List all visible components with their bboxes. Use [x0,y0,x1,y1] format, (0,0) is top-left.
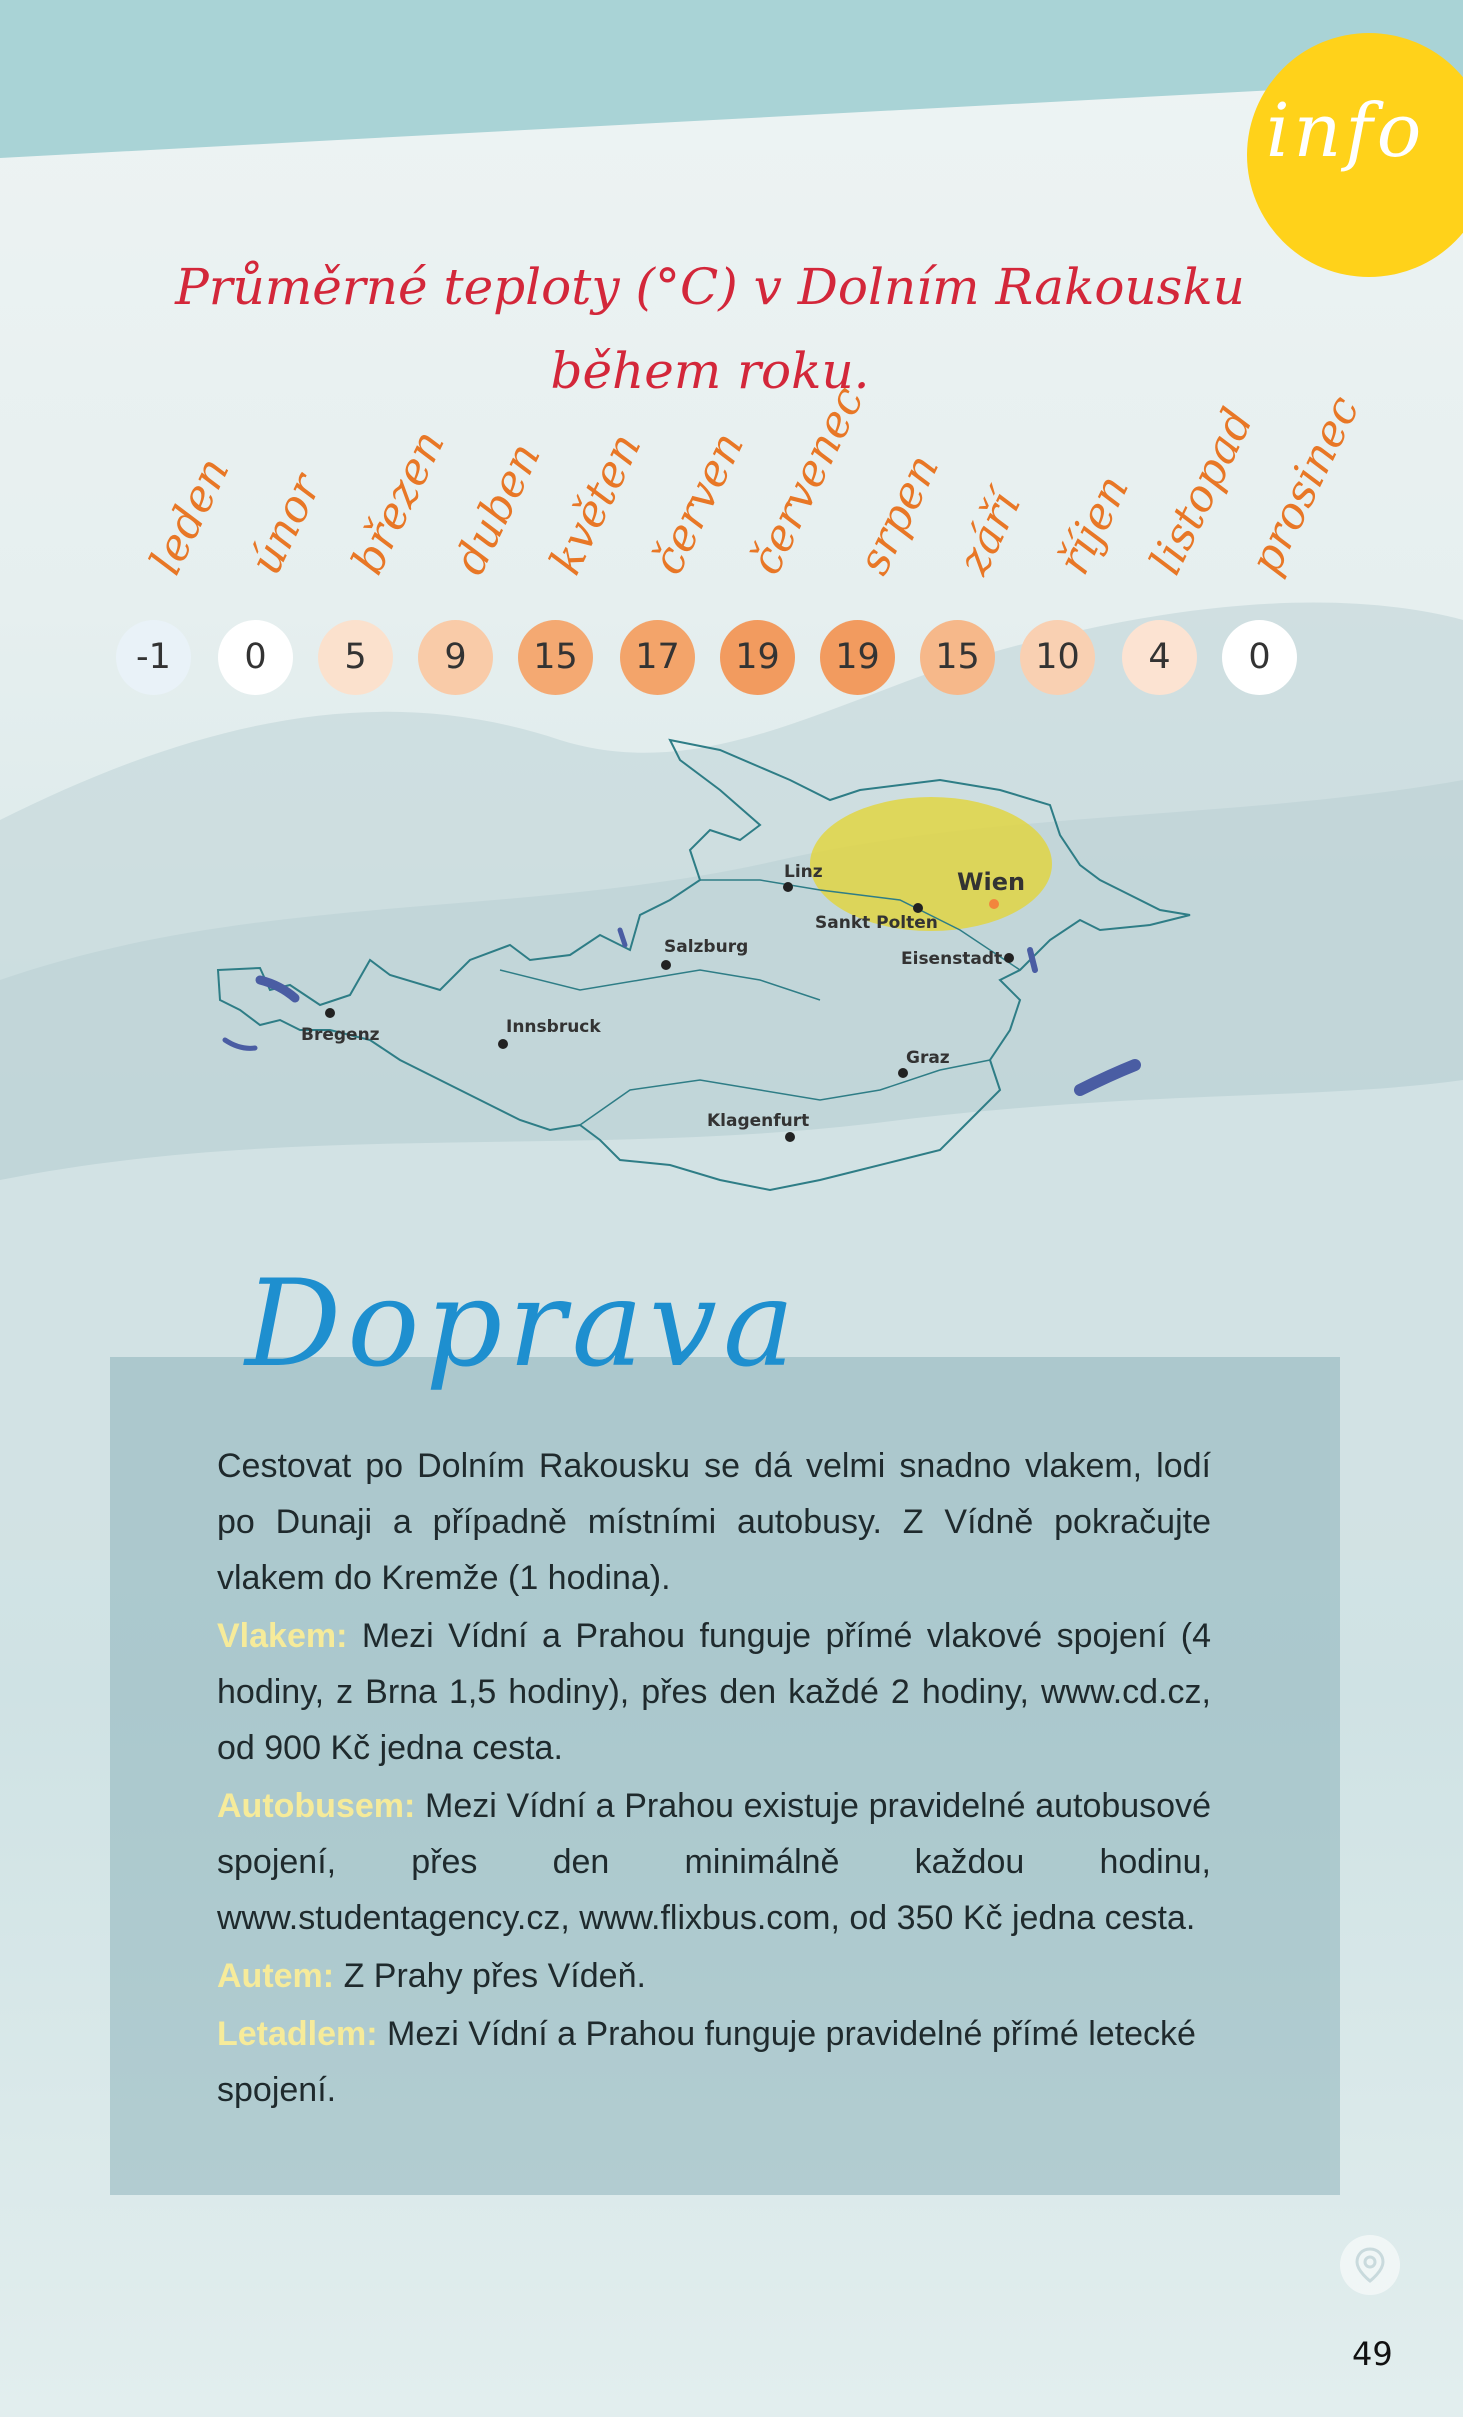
transport-text-car: Z Prahy přes Vídeň. [343,1957,646,1995]
city-label-salzburg: Salzburg [664,937,749,957]
transport-text-bus: Mezi Vídní a Prahou existuje pravidelné autobusové spojení, přes den minimálně každou hodinu, www.studentagency.cz, www.flixbus.com, od 350 Kč jedna cesta. [217,1787,1212,1937]
city-marker-linz [783,882,793,892]
transport-item-bus [217,1778,1211,1946]
austria-border [218,740,1190,1190]
temperature-value: 10 [1020,620,1095,695]
month-label-brezen: březen [342,422,455,583]
city-marker-innsbruck [498,1039,508,1049]
month-label-cervenec: červenec [740,378,875,583]
month-label-leden: leden [140,449,240,583]
intro-paragraph: Cestovat po Dolním Rakousku se dá velmi snadno vlakem, lodí po Dunaji a případně místními autobusy. Z Vídně pokračujte vlakem do Kremže (1 hodina). [217,1447,1211,1597]
city-label-eisenstadt: Eisenstadt [901,949,1003,969]
temperature-title [100,245,1320,413]
info-badge-label: info [1266,88,1426,174]
city-marker-wien [989,899,999,909]
temperature-value: 15 [518,620,593,695]
page-number: 49 [1352,2335,1393,2373]
city-marker-eisenstadt [1004,953,1014,963]
temperature-value: 5 [318,620,393,695]
lake [620,930,625,945]
month-label-zari: září [948,484,1031,583]
transport-label: Autobusem: [217,1787,416,1825]
temperature-value: 9 [418,620,493,695]
transport-label: Letadlem: [217,2015,378,2053]
city-marker-graz [898,1068,908,1078]
austria-map [200,730,1200,1250]
month-label-kveten: květen [540,425,652,583]
city-label-linz: Linz [784,862,823,882]
temperature-value: 0 [1222,620,1297,695]
lake [225,1040,255,1048]
transport-text-plane: Mezi Vídní a Prahou funguje pravidelné přímé letecké spojení. [217,2015,1196,2109]
city-label-sankt-polten: Sankt Polten [815,913,938,933]
transport-item-train [217,1608,1211,1776]
month-label-srpen: srpen [848,446,950,583]
city-label-graz: Graz [906,1048,950,1068]
city-marker-sankt-polten [913,903,923,913]
city-label-innsbruck: Innsbruck [506,1017,601,1037]
month-label-prosinec: prosinec [1240,387,1370,583]
lake [1080,1065,1135,1090]
temperature-value: -1 [116,620,191,695]
city-marker-bregenz [325,1008,335,1018]
temperature-value: 4 [1122,620,1197,695]
temperature-value: 0 [218,620,293,695]
temperature-value: 19 [720,620,795,695]
transport-text-train: Mezi Vídní a Prahou funguje přímé vlakové spojení (4 hodiny, z Brna 1,5 hodiny), přes den každé 2 hodiny, www.cd.cz, od 900 Kč jedna cesta. [217,1617,1211,1767]
temperature-value: 19 [820,620,895,695]
city-label-klagenfurt: Klagenfurt [707,1111,810,1131]
temperature-value: 17 [620,620,695,695]
lake [260,980,295,998]
top-band [0,0,1463,170]
vienna-region-highlight [810,797,1052,931]
temperature-title-line2: během roku. [550,342,870,400]
month-label-duben: duben [444,435,551,583]
transport-label: Autem: [217,1957,335,1995]
city-marker-klagenfurt [785,1132,795,1142]
region-border [500,970,820,1000]
month-label-rijen: říjen [1048,467,1140,583]
month-label-listopad: listopad [1140,400,1264,583]
city-marker-salzburg [661,960,671,970]
month-label-unor: únor [240,466,332,583]
temperature-value: 15 [920,620,995,695]
lake [1030,950,1035,970]
temperature-title-line1: Průměrné teploty (°C) v Dolním Rakousku [175,258,1245,316]
month-label-cerven: červen [642,424,755,583]
transport-item-plane [217,2006,1211,2118]
city-label-bregenz: Bregenz [301,1025,380,1045]
transport-text [217,1438,1211,2120]
transport-label: Vlakem: [217,1617,348,1655]
location-pin-icon [1340,2235,1400,2295]
section-title: Doprava [245,1255,801,1394]
city-label-wien: Wien [957,868,1026,896]
transport-item-car [217,1948,1211,2004]
